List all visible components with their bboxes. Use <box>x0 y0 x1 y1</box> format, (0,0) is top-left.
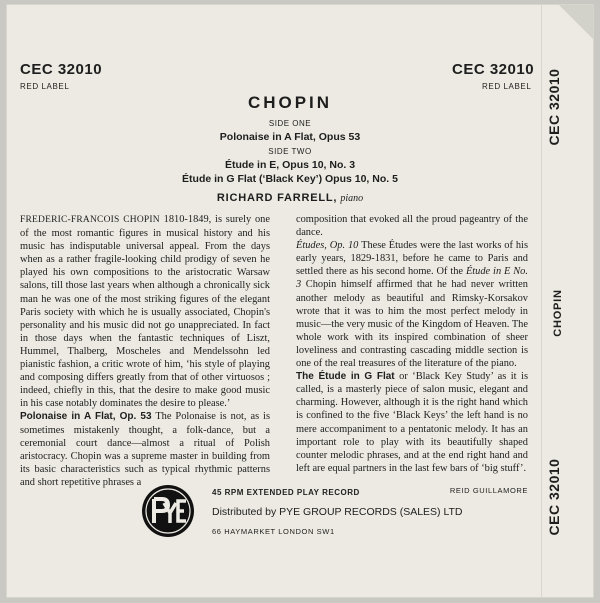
distributor-line: Distributed by PYE GROUP RECORDS (SALES) LTD <box>212 506 463 518</box>
notes-paragraph <box>296 213 528 239</box>
notes-paragraph <box>296 370 528 475</box>
notes-text: or ‘Black Key Study’ as it is called, is a masterly piece of salon music, elegant and charming. However, although it is the right hand which is confined to the five ‘Black Keys’ the left hand is no mere accompaniment to a pentatonic melody. It has an important role to play with its beautifully shaped counter melodic phrases, and at the end right hand and left are equal partners in the last few bars of ‘big stuff’. <box>296 371 528 474</box>
side-two-track-1: Étude in E, Opus 10, No. 3 <box>224 159 356 171</box>
notes-etude-reference: Étude in E No. 3 <box>296 266 528 291</box>
notes-text: The Polonaise is not, as is sometimes mistakenly thought, a folk-dance, but a ceremonial court dance—almost a ritual of Polish aristocracy. Chopin was a supreme master in building from its basic characteristics such as typical rhythmic patterns and short repetitive phrases a <box>20 411 270 488</box>
side-one-heading: SIDE ONE <box>268 119 312 128</box>
sleeve-corner-fold <box>559 5 593 39</box>
notes-heading-polonaise: Polonaise in A Flat, Op. 53 <box>20 411 152 423</box>
notes-column-left <box>20 213 270 489</box>
record-format: 45 RPM EXTENDED PLAY RECORD <box>212 488 360 497</box>
composer-title: CHOPIN <box>247 93 333 112</box>
notes-paragraph <box>20 410 270 489</box>
side-one-track: Polonaise in A Flat, Opus 53 <box>219 131 361 143</box>
red-label-left: RED LABEL <box>20 82 70 91</box>
side-two-heading: SIDE TWO <box>268 147 312 156</box>
notes-text: Chopin himself affirmed that he had never written another melody as beautiful and Rimsky-Korsakov wrote that it was to him the most perfect melody in music—the very music of the Kingdom of Heaven. The whole work with its inspired combination of sheer loveliness and contrasting cascading middle section is one of the real treasures of the literature of the piano. <box>296 279 528 370</box>
catalog-number-left: CEC 32010 <box>20 61 103 78</box>
notes-lead-name: FREDERIC-FRANCOIS CHOPIN <box>20 215 160 225</box>
catalog-number-right: CEC 32010 <box>452 61 535 78</box>
notes-paragraph <box>20 213 270 410</box>
notes-text: composition that evoked all the proud pageantry of the dance. <box>296 214 528 239</box>
performer-credit <box>30 192 550 204</box>
notes-column-right <box>296 213 528 497</box>
side-two-track-2: Étude in G Flat (‘Black Key’) Opus 10, No. 5 <box>182 173 398 185</box>
spine-composer: CHOPIN <box>552 289 564 337</box>
performer-name: RICHARD FARRELL, <box>216 192 338 204</box>
notes-paragraph <box>296 239 528 370</box>
red-label-right: RED LABEL <box>482 82 532 91</box>
spine-catalog-top: CEC 32010 <box>546 68 562 146</box>
notes-heading-etudes: Études, Op. 10 <box>296 240 359 252</box>
performer-instrument: piano <box>340 193 364 204</box>
pye-logo <box>142 485 194 537</box>
distributor-address: 66 HAYMARKET LONDON SW1 <box>212 527 335 536</box>
notes-author: REID GUILLAMORE <box>449 485 528 495</box>
notes-heading-black-key: The Étude in G Flat <box>296 371 395 383</box>
spine-catalog-bottom: CEC 32010 <box>546 458 562 536</box>
notes-text: These Études were the last works of his early years, 1829-1831, before he came to Paris and settled there as his second home. Of the <box>296 240 528 278</box>
notes-text: 1810-1849, is surely one of the most romantic figures in musical history and his music has indisputable universal appeal. From the days when as a rather fragile-looking child prodigy of seven he played his own compositions to the aristocratic Warsaw salons, till those last years when although a chronically sick man he was one of the most striking figures of the elegant Paris society with which he is usually associated, Chopin's personality and his music did not go unappreciated. In fact in those days when the fantastic techniques of Liszt, Hummel, Thalberg, Moscheles and Mendelssohn led pianistic fashion, a critic wrote of him, ‘his style of playing and composing differs greatly from that of other virtuosos ; indeed, chiefly in this, that the desire to make good music in his case notably dominates the desire to please.’ <box>20 214 270 410</box>
pye-logo-graphic <box>142 485 194 537</box>
